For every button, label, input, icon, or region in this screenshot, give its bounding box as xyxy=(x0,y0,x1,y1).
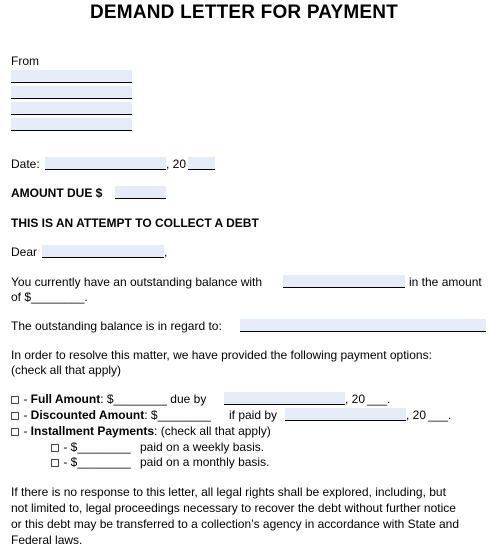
balance-text-1: You currently have an outstanding balance with xyxy=(11,275,263,289)
regard-field[interactable] xyxy=(240,319,486,332)
document-title: DEMAND LETTER FOR PAYMENT xyxy=(90,2,398,23)
regard-label: The outstanding balance is in regard to: xyxy=(11,319,222,333)
monthly-amount-blank[interactable]: ________ xyxy=(77,455,131,469)
weekly-checkbox[interactable] xyxy=(51,444,59,452)
monthly-option xyxy=(51,455,131,469)
closing-line-2: not limited to, legal proceedings necessary to recover the debt without further notice xyxy=(11,501,456,515)
discounted-if-paid: if paid by xyxy=(229,408,278,422)
full-amount-year-suffix: ___. xyxy=(367,392,391,406)
full-amount-prefix: - xyxy=(20,392,31,406)
options-intro: In order to resolve this matter, we have provided the following payment options: xyxy=(11,348,432,362)
date-field[interactable] xyxy=(45,157,166,170)
full-amount-checkbox[interactable] xyxy=(11,396,19,404)
date-year-field[interactable] xyxy=(188,157,215,170)
discounted-year-suffix: ___. xyxy=(428,408,452,422)
installment-checkbox[interactable] xyxy=(11,428,19,436)
date-year-prefix: , 20 xyxy=(166,157,187,171)
closing-line-3: or this debt may be transferred to a collection’s agency in accordance with State and xyxy=(11,517,460,531)
closing-paragraph xyxy=(11,484,486,548)
discounted-year-prefix: , 20 xyxy=(406,408,427,422)
from-line-4-field[interactable] xyxy=(11,118,132,131)
from-line-2-field[interactable] xyxy=(11,86,132,99)
full-amount-label: Full Amount xyxy=(30,392,101,406)
installment-option xyxy=(11,424,271,438)
discounted-paid-by-field[interactable] xyxy=(285,408,406,421)
discounted-label: Discounted Amount xyxy=(30,408,145,422)
weekly-amount-blank[interactable]: ________ xyxy=(77,440,131,454)
installment-suffix: : (check all that apply) xyxy=(154,424,271,438)
weekly-option xyxy=(51,440,131,454)
installment-prefix: - xyxy=(20,424,31,438)
full-amount-mid: : $________ due by xyxy=(100,392,207,406)
collect-debt-notice: THIS IS AN ATTEMPT TO COLLECT A DEBT xyxy=(11,216,259,230)
discounted-mid: : $________ xyxy=(144,408,211,422)
weekly-text: paid on a weekly basis. xyxy=(140,440,265,454)
full-amount-option xyxy=(11,392,206,406)
options-check-note: (check all that apply) xyxy=(11,363,122,377)
discounted-checkbox[interactable] xyxy=(11,412,19,420)
dear-label: Dear xyxy=(11,245,38,259)
discounted-prefix: - xyxy=(20,408,31,422)
balance-text-3: of $________. xyxy=(11,290,88,304)
closing-line-4: Federal laws. xyxy=(11,533,83,547)
full-amount-year-prefix: , 20 xyxy=(345,392,366,406)
dear-name-field[interactable] xyxy=(42,245,164,258)
from-line-3-field[interactable] xyxy=(11,102,132,115)
creditor-field[interactable] xyxy=(283,275,405,288)
balance-text-2: in the amount xyxy=(409,275,482,289)
dear-comma: , xyxy=(164,245,168,259)
date-label: Date: xyxy=(11,157,40,171)
installment-label: Installment Payments xyxy=(30,424,155,438)
from-line-1-field[interactable] xyxy=(11,70,132,83)
monthly-prefix: - $ xyxy=(60,455,78,469)
monthly-checkbox[interactable] xyxy=(51,459,59,467)
monthly-text: paid on a monthly basis. xyxy=(140,455,270,469)
amount-due-field[interactable] xyxy=(115,186,166,199)
discounted-option xyxy=(11,408,211,422)
full-amount-due-date-field[interactable] xyxy=(224,392,345,405)
closing-line-1: If there is no response to this letter, all legal rights shall be explored, including, but xyxy=(11,485,446,499)
from-label: From xyxy=(11,54,39,68)
weekly-prefix: - $ xyxy=(60,440,78,454)
amount-due-label: AMOUNT DUE $ xyxy=(11,186,103,200)
